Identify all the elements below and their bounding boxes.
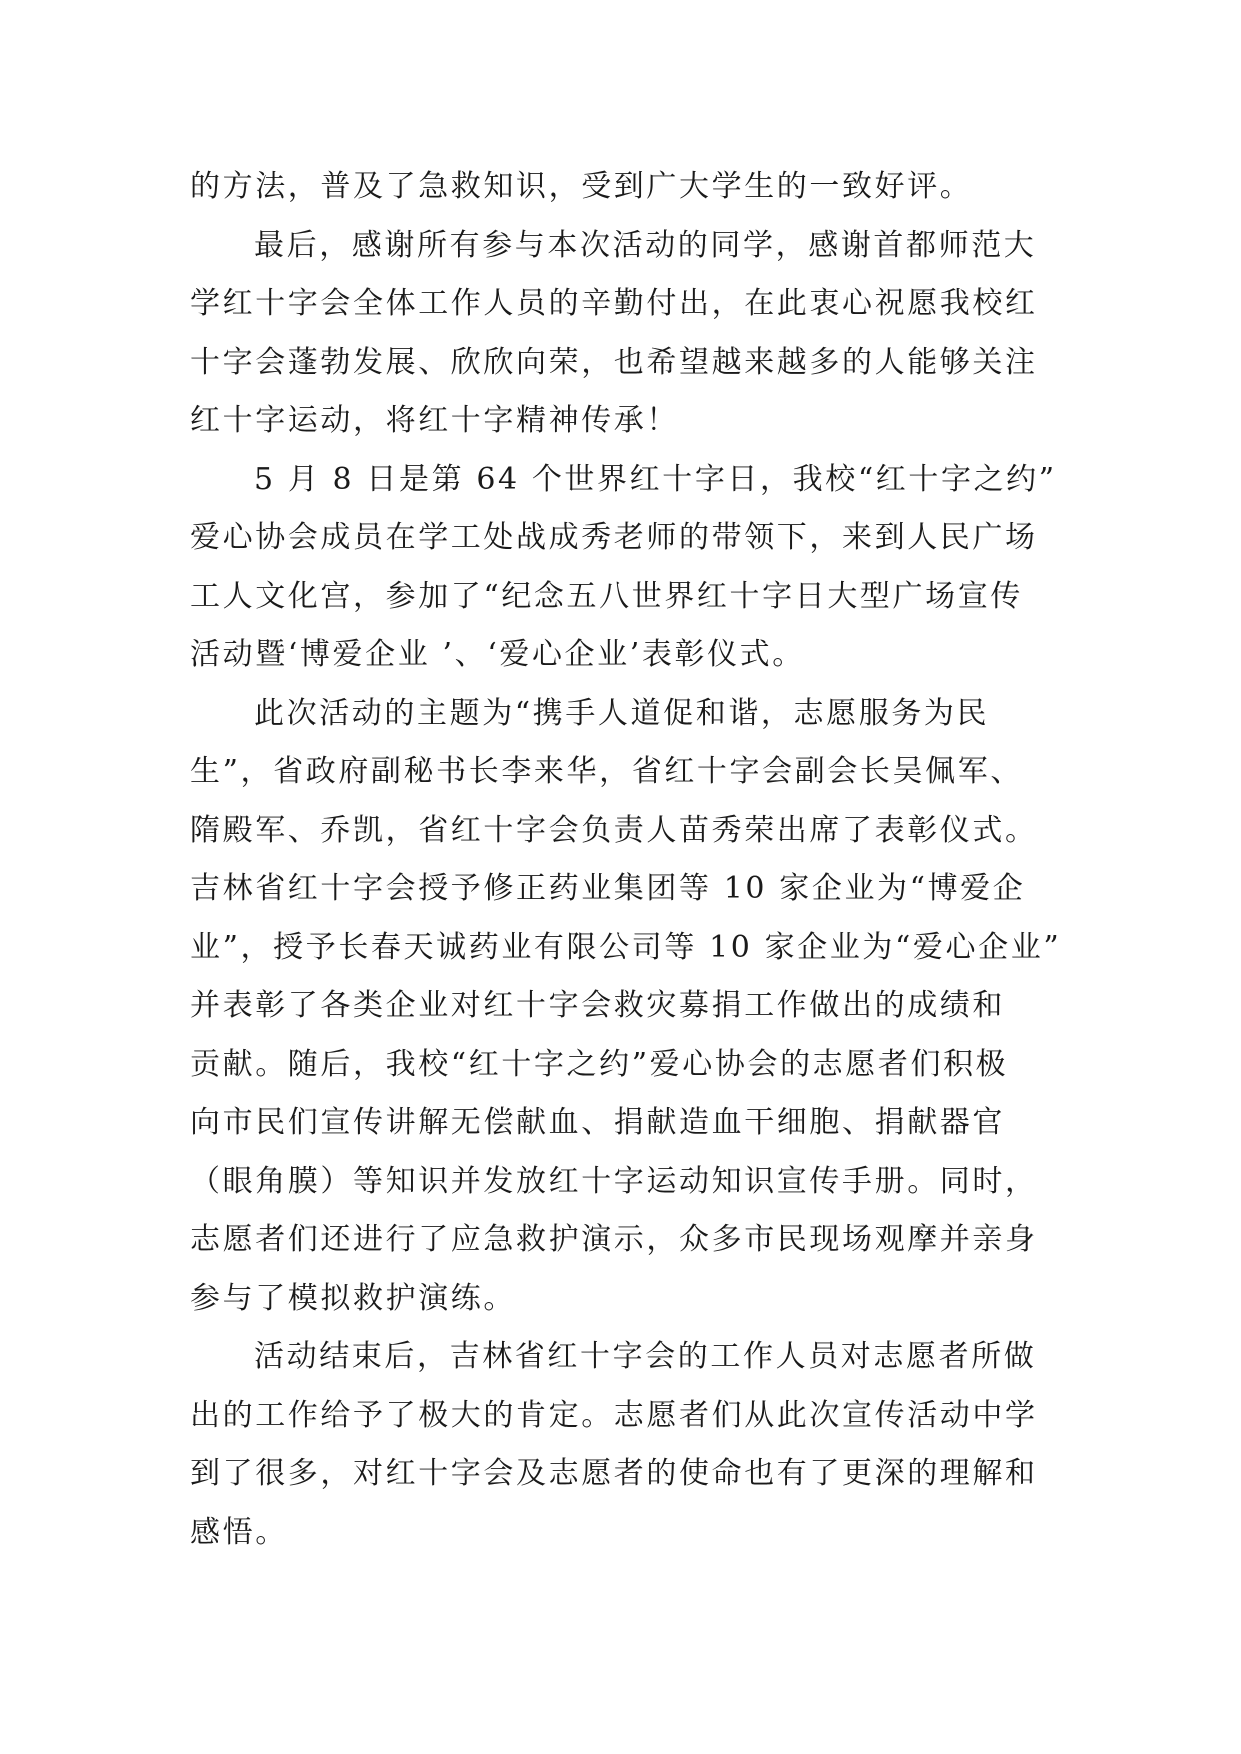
text-line: 活动结束后，吉林省红十字会的工作人员对志愿者所做 <box>254 1339 1037 1374</box>
text-line: 向市民们宣传讲解无偿献血、捐献造血干细胞、捐献器官 <box>190 1105 1005 1140</box>
text-line: 生”，省政府副秘书长李来华，省红十字会副会长吴佩军、 <box>190 754 1023 789</box>
text-line: 志愿者们还进行了应急救护演示，众多市民现场观摩并亲身 <box>190 1222 1038 1257</box>
text-line: 隋殿军、乔凯，省红十字会负责人苗秀荣出席了表彰仪式。 <box>190 812 1038 848</box>
document-body <box>190 158 1062 1562</box>
text-line: 参与了模拟救护演练。 <box>190 1280 516 1316</box>
text-line: 最后，感谢所有参与本次活动的同学，感谢首都师范大 <box>254 227 1037 263</box>
text-line: 并表彰了各类企业对红十字会救灾募捐工作做出的成绩和 <box>190 988 1005 1023</box>
text-line: 十字会蓬勃发展、欣欣向荣，也希望越来越多的人能够关注 <box>190 344 1038 380</box>
text-line: 爱心协会成员在学工处战成秀老师的带领下，来到人民广场 <box>190 520 1038 555</box>
text-line: 此次活动的主题为“携手人道促和谐，志愿服务为民 <box>254 695 990 731</box>
text-line: 感悟。 <box>190 1514 288 1550</box>
text-line: 5 月 8 日是第 64 个世界红十字日，我校“红十字之约” <box>254 461 1057 497</box>
text-line: 工人文化宫，参加了“纪念五八世界红十字日大型广场宣传 <box>190 578 1023 614</box>
text-line: 学红十字会全体工作人员的辛勤付出，在此衷心祝愿我校红 <box>190 286 1038 321</box>
text-line: 吉林省红十字会授予修正药业集团等 10 家企业为“博爱企 <box>190 871 1026 906</box>
text-line: 贡献。随后，我校“红十字之约”爱心协会的志愿者们积极 <box>190 1046 1009 1082</box>
text-line: 红十字运动，将红十字精神传承！ <box>190 403 679 438</box>
text-line: 活动暨‘博爱企业 ’、‘爱心企业’表彰仪式。 <box>190 637 805 672</box>
text-line: （眼角膜）等知识并发放红十字运动知识宣传手册。同时， <box>190 1163 1038 1199</box>
text-line: 的方法，普及了急救知识，受到广大学生的一致好评。 <box>190 169 973 204</box>
text-line: 到了很多，对红十字会及志愿者的使命也有了更深的理解和 <box>190 1456 1038 1491</box>
text-line: 出的工作给予了极大的肯定。志愿者们从此次宣传活动中学 <box>190 1397 1038 1433</box>
text-line: 业”，授予长春天诚药业有限公司等 10 家企业为“爱心企业” <box>190 929 1062 965</box>
